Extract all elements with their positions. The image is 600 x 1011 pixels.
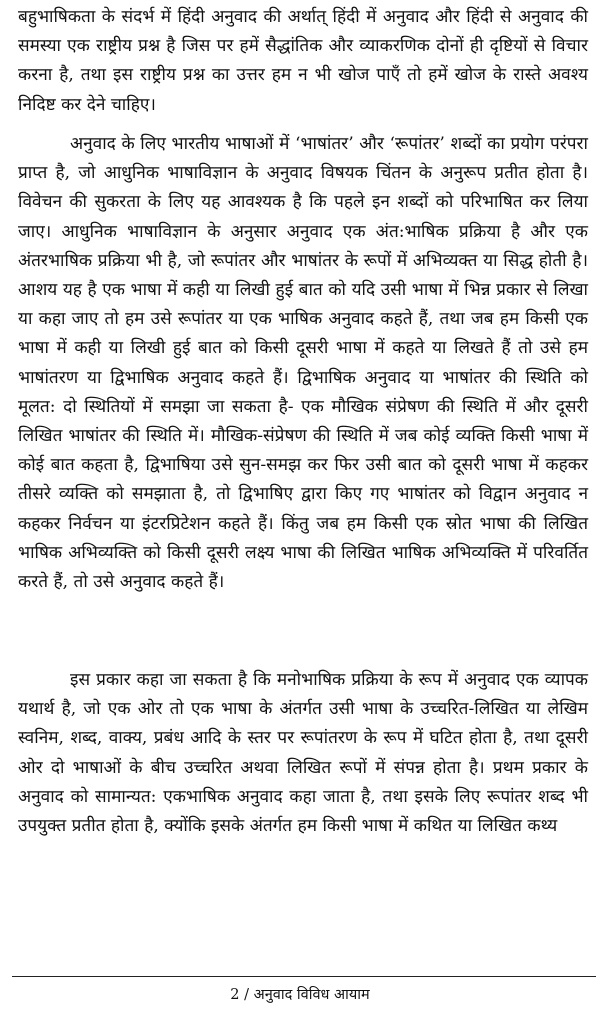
paragraph-2: अनुवाद के लिए भारतीय भाषाओं में ‘भाषांतर’ और ‘रूपांतर’ शब्दों का प्रयोग परंपरा प्राप्त है, जो आधुनिक भाषाविज्ञान के अनुवाद विषयक चिंतन के अनुरूप प्रतीत होता है। विवेचन की सुकरता के लिए यह आवश्यक है कि पहले इन शब्दों को परिभाषित कर लिया जाए। आधुनिक भाषाविज्ञान के अनुसार अनुवाद एक अंत:भाषिक प्रक्रिया है और एक अंतरभाषिक प्रक्रिया भी है, जो रूपांतर और भाषांतर के रूपों में अभिव्यक्त या सिद्ध होती है। आशय यह है एक भाषा में कही या लिखी हुई बात को यदि उसी भाषा में भिन्न प्रकार से लिखा या कहा जाए तो हम उसे रूपांतर या एक भाषिक अनुवाद कहते हैं, तथा जब हम किसी एक भाषा में कही या लिखी हुई बात को किसी दूसरी भाषा में कहते या लिखते हैं तो उसे हम भाषांतरण या द्विभाषिक अनुवाद कहते हैं। द्विभाषिक अनुवाद या भाषांतर की स्थिति को मूलत: दो स्थितियों में समझा जा सकता है- एक मौखिक संप्रेषण की स्थिति में और दूसरी लिखित भाषांतर की स्थिति में। मौखिक-संप्रेषण की स्थिति में जब कोई व्यक्ति किसी भाषा में कोई बात कहता है, द्विभाषिया उसे सुन-समझ कर फिर उसी बात को दूसरी भाषा में कहकर तीसरे व्यक्ति को समझाता है, तो द्विभाषिए द्वारा किए गए भाषांतर को विद्वान अनुवाद न कहकर निर्वचन या इंटरप्रिटेशन कहते हैं। किंतु जब हम किसी एक स्रोत भाषा की लिखित भाषिक अभिव्यक्ति को किसी दूसरी लक्ष्य भाषा की लिखित भाषिक अभिव्यक्ति में परिवर्तित करते हैं, तो उसे अनुवाद कहते हैं। <box>18 134 588 593</box>
footer-rule <box>12 976 596 977</box>
paragraph-3: इस प्रकार कहा जा सकता है कि मनोभाषिक प्रक्रिया के रूप में अनुवाद एक व्यापक यथार्थ है, जो एक ओर तो एक भाषा के अंतर्गत उसी भाषा के उच्चरित-लिखित या लेखिम स्वनिम, शब्द, वाक्य, प्रबंध आदि के स्तर पर रूपांतरण के रूप में घटित होता है, तथा दूसरी ओर दो भाषाओं के बीच उच्चरित अथवा लिखित रूपों में संपन्न होता है। प्रथम प्रकार के अनुवाद को सामान्यत: एकभाषिक अनुवाद कहा जाता है, तथा इसके लिए रूपांतर शब्द भी उपयुक्त प्रतीत होता है, क्योंकि इसके अंतर्गत हम किसी भाषा में कथित या लिखित कथ्य <box>18 670 588 837</box>
paragraph-1: बहुभाषिकता के संदर्भ में हिंदी अनुवाद की अर्थात् हिंदी में अनुवाद और हिंदी से अनुवाद की समस्या एक राष्ट्रीय प्रश्न है जिस पर हमें सैद्धांतिक और व्याकरणिक दोनों ही दृष्टियों से विचार करना है, तथा इस राष्ट्रीय प्रश्न का उत्तर हम न भी खोज पाएँ तो हमें खोज के रास्ते अवश्य निदिष्ट कर देने चाहिए। <box>18 7 588 115</box>
page-footer: 2 / अनुवाद विविध आयाम <box>230 987 370 1003</box>
